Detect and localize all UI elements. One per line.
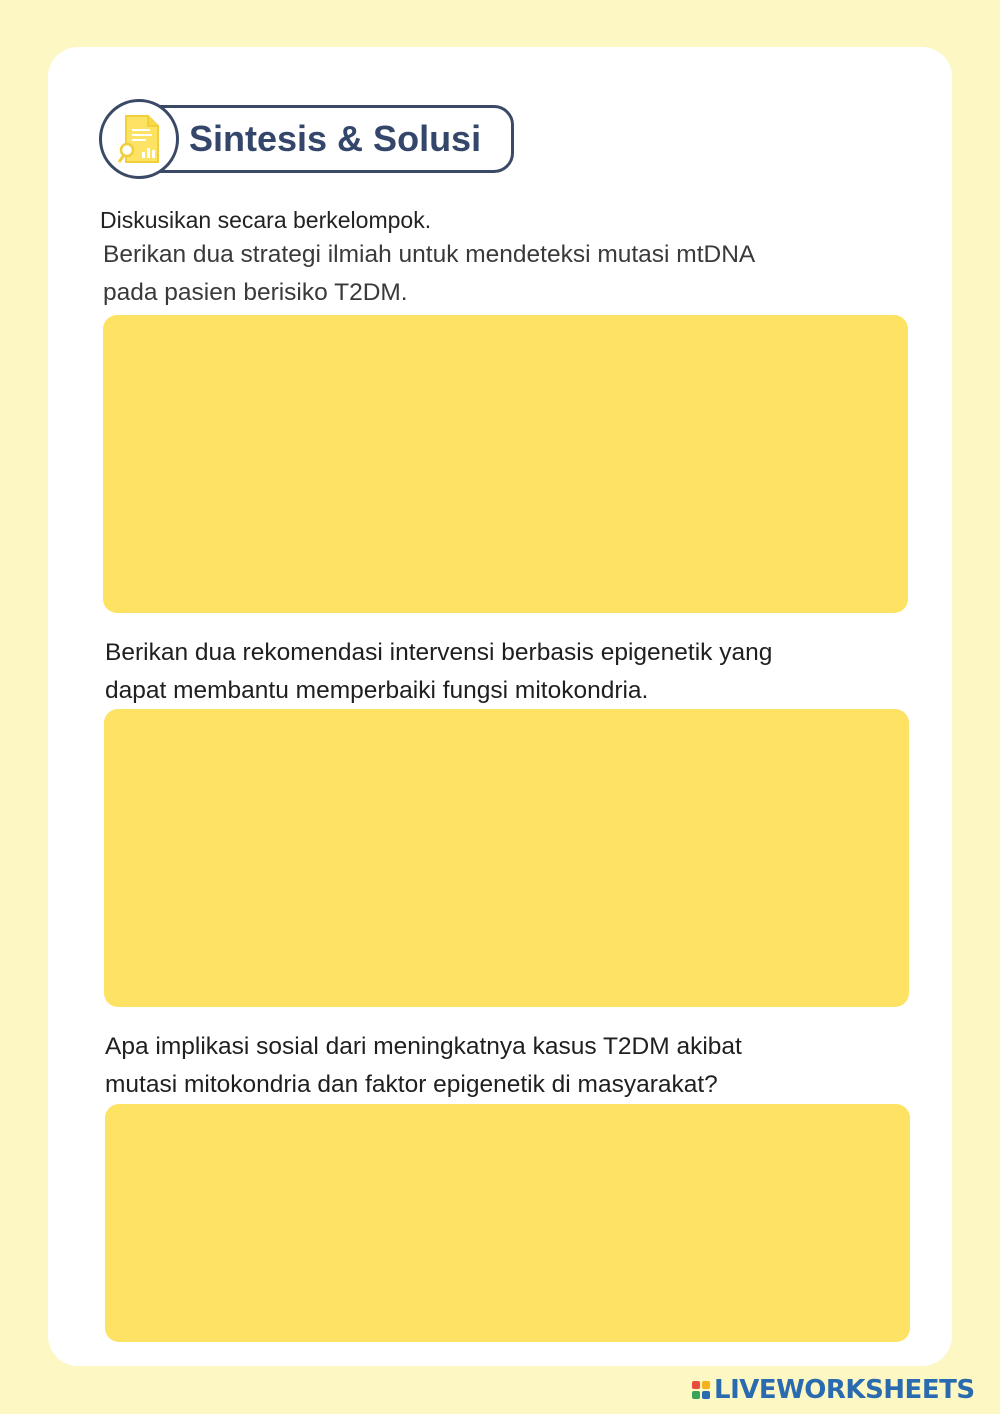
liveworksheets-logo-icon	[692, 1381, 710, 1399]
answer-box-2[interactable]	[104, 709, 909, 1007]
instruction-text: Diskusikan secara berkelompok.	[100, 207, 432, 233]
question-3-line-2: mutasi mitokondria dan faktor epigenetik di masyarakat?	[105, 1071, 718, 1098]
liveworksheets-logo	[692, 1373, 975, 1407]
document-chart-icon	[116, 114, 166, 166]
question-3-line-1: Apa implikasi sosial dari meningkatnya kasus T2DM akibat	[105, 1033, 742, 1060]
question-2-line-2: dapat membantu memperbaiki fungsi mitokondria.	[105, 677, 649, 704]
page-title: Sintesis & Solusi	[189, 118, 482, 159]
question-3	[105, 1028, 742, 1104]
question-1-line-2: pada pasien berisiko T2DM.	[103, 279, 408, 306]
answer-box-3[interactable]	[105, 1104, 910, 1342]
answer-box-1[interactable]	[103, 315, 908, 613]
brand-name: LIVEWORKSHEETS	[714, 1375, 975, 1405]
question-2	[105, 634, 772, 710]
question-1-line-1: Berikan dua strategi ilmiah untuk mendeteksi mutasi mtDNA	[103, 241, 756, 268]
title-icon-badge	[99, 99, 179, 179]
question-1	[103, 236, 755, 312]
question-2-line-1: Berikan dua rekomendasi intervensi berbasis epigenetik yang	[105, 639, 773, 666]
